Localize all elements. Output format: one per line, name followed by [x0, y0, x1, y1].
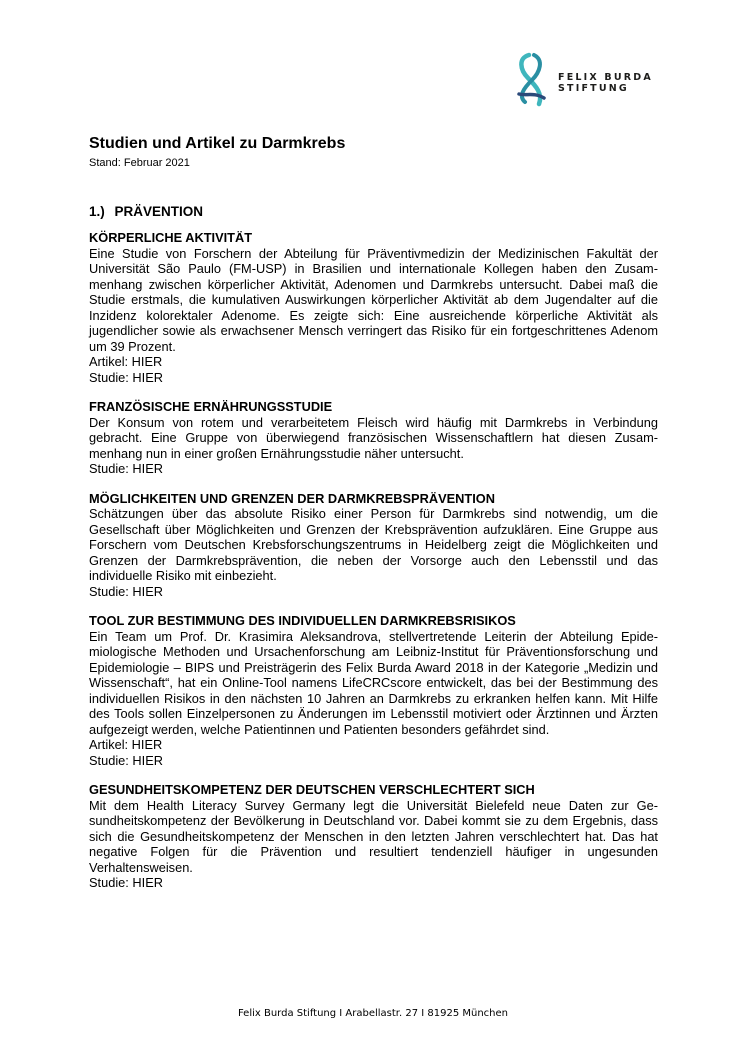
section-darmkrebspraevention — [89, 491, 658, 600]
footer-address: Felix Burda Stiftung I Arabellastr. 27 I 81925 München — [237, 1008, 509, 1019]
document-body — [89, 135, 658, 905]
section-koerperliche-aktivitaet — [89, 230, 658, 385]
section-body: Mit dem Health Literacy Survey Germany legt die Universität Bielefeld neue Daten zur Gesundheitskompetenz der Bevölkerung in Deutschland vor. Dabei kommt sie zu dem Ergebnis, dass sich die Gesundheitskompetenz der Menschen in den letzten Jahren verschlechtert hat. Das hat negative Folgen für die Prävention und resultiert tendenziell häufiger in ungesunden Verhaltensweisen. — [89, 797, 658, 875]
section-ernaehrungsstudie — [89, 399, 658, 477]
logo-wordmark — [558, 72, 653, 94]
section-heading: GESUNDHEITSKOMPETENZ DER DEUTSCHEN VERSCHLECHTERT SICH — [89, 782, 535, 797]
section-gesundheitskompetenz — [89, 782, 658, 891]
section-heading: FRANZÖSISCHE ERNÄHRUNGSSTUDIE — [89, 399, 333, 414]
section-heading: KÖRPERLICHE AKTIVITÄT — [89, 230, 253, 245]
study-link[interactable]: Studie: HIER — [89, 369, 163, 385]
ribbon-icon — [512, 52, 552, 108]
study-link[interactable]: Studie: HIER — [89, 583, 163, 599]
date-stand: Stand: Februar 2021 — [89, 157, 190, 169]
section-body: Eine Studie von Forschern der Abteilung für Präventivmedizin der Medizinischen Fakultät der Universität São Paulo (FM-USP) in Brasilien und internationale Kollegen haben den Zusammenhang zwischen körperlicher Aktivität, Adenomen und Darmkrebs untersucht. Dabei maß die Studie erstmals, die kumulativen Auswirkungen körperlicher Aktivität ab dem Jugendalter auf die Inzidenz kolorektaler Adenome. Es zeigte sich: Eine ausreichende körperliche Aktivität als jugendlicher sowie als erwachsener Mensch verringert das Risiko für ein fortgeschrittenes Adenom um 39 Prozent. — [89, 245, 658, 354]
chapter-number: 1.) — [89, 204, 105, 219]
logo-line-2: STIFTUNG — [558, 83, 629, 94]
study-link[interactable]: Studie: HIER — [89, 752, 163, 768]
article-link[interactable]: Artikel: HIER — [89, 737, 163, 752]
page-title: Studien und Artikel zu Darmkrebs — [89, 135, 346, 152]
section-heading: MÖGLICHKEITEN UND GRENZEN DER DARMKREBSPRÄVENTION — [89, 490, 495, 506]
section-heading: TOOL ZUR BESTIMMUNG DES INDIVIDUELLEN DARMKREBSRISIKOS — [89, 613, 516, 628]
study-link[interactable]: Studie: HIER — [89, 461, 163, 476]
article-link[interactable]: Artikel: HIER — [89, 354, 163, 369]
section-body: Ein Team um Prof. Dr. Krasimira Aleksandrova, stellvertretende Leiterin der Abteilung Epidemiologische Methoden und Ursachenforschung am Leibniz-Institut für Präventionsforschung und Epidemiologie – BIPS und Preisträgerin des Felix Burda Award 2018 in der Kategorie „Medizin und Wissenschaft“, hat ein Online-Tool namens LifeCRCscore entwickelt, das bei der Bestimmung des individuellen Risikos in den nächsten 10 Jahren an Darmkrebs zu erkranken helfen kann. Mit Hilfe des Tools sollen Einzelpersonen zu Änderungen im Lebensstil motiviert oder Ärztinnen und Ärzten aufgezeigt werden, welche Patientinnen und Patienten besonders gefährdet sind. — [89, 628, 658, 737]
section-risiko-tool — [89, 613, 658, 768]
section-body: Schätzungen über das absolute Risiko einer Person für Darmkrebs sind notwendig, um die Gesellschaft über Möglichkeiten und Grenzen der Krebsprävention aufzuklären. Eine Gruppe aus Forschern vom Deutschen Krebsforschungszentrums in Heidelberg zeigt die Möglichkeiten und Grenzen der Darmkrebsprävention, die neben der Vorsorge auch den Lebensstil und das individuelle Risiko mit einbezieht. — [89, 506, 658, 583]
chapter-heading — [89, 204, 658, 220]
chapter-title: PRÄVENTION — [114, 204, 204, 219]
logo-line-1: FELIX BURDA — [558, 72, 653, 83]
section-body: Der Konsum von rotem und verarbeitetem Fleisch wird häufig mit Darmkrebs in Verbindung gebracht. Eine Gruppe von überwiegend französischen Wissenschaftlern hat diesen Zusammenhang nun in einer großen Ernährungsstudie näher untersucht. — [89, 414, 658, 461]
study-link[interactable]: Studie: HIER — [89, 875, 163, 890]
logo — [512, 52, 652, 108]
